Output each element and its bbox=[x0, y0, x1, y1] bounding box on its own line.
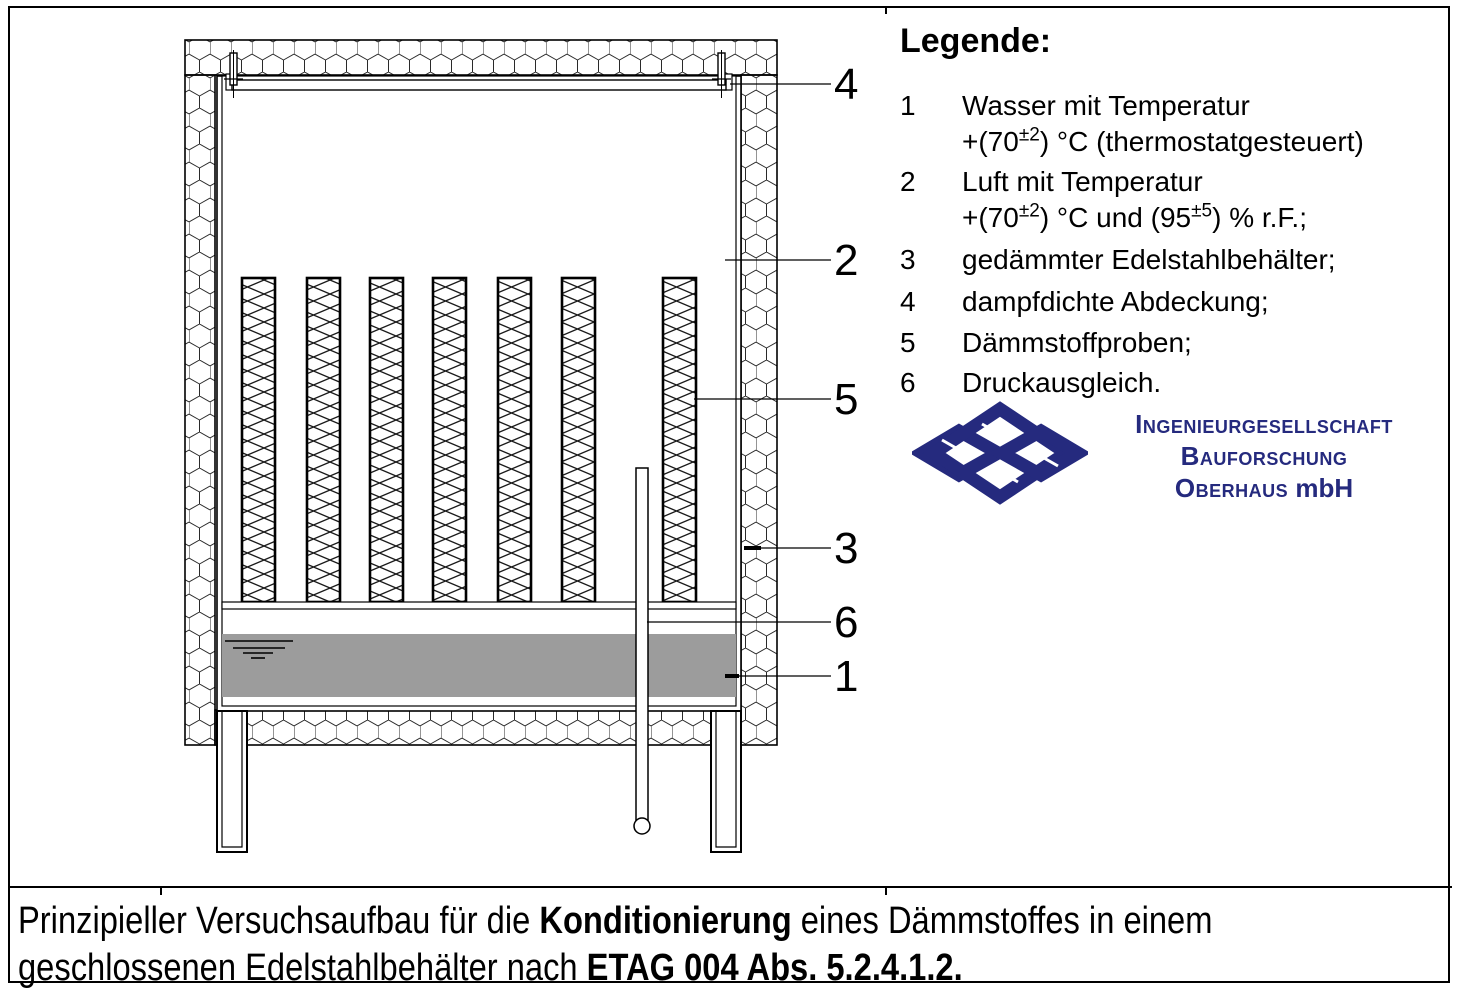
sample-bar bbox=[307, 278, 340, 602]
caption-bold-keyword: Konditionierung bbox=[539, 900, 792, 942]
pressure-tube bbox=[634, 468, 650, 834]
legend-item-number: 4 bbox=[900, 286, 916, 317]
insulation-top bbox=[185, 40, 777, 75]
label-container: 3 bbox=[834, 524, 859, 573]
legend-title: Legende: bbox=[900, 22, 1052, 60]
legend-item-text: dampfdichte Abdeckung; bbox=[962, 286, 1269, 317]
leg-right bbox=[711, 711, 741, 852]
sample-bar bbox=[498, 278, 531, 602]
insulation-left bbox=[185, 75, 215, 745]
leader-tick-container bbox=[744, 546, 761, 550]
company-logo-icon bbox=[912, 400, 1088, 510]
table-column-tick-caption-right bbox=[885, 887, 887, 895]
logo-line-3-suffix: mbH bbox=[1288, 473, 1354, 503]
caption-bold-reference: ETAG 004 Abs. 5.2.4.1.2. bbox=[586, 947, 963, 989]
figure-caption: Prinzipieller Versuchsaufbau für die Konditionierung eines Dämmstoffes in einem geschlossenen Edelstahlbehälter nach ETAG 004 Abs. 5.2.4.1.2. bbox=[18, 900, 1213, 989]
legend-item-number: 5 bbox=[900, 327, 916, 358]
water-bath bbox=[222, 634, 736, 697]
tolerance-superscript: ±2 bbox=[1018, 200, 1040, 222]
table-column-tick-top bbox=[885, 6, 887, 14]
sample-bar bbox=[242, 278, 275, 602]
legend-item-text: gedämmter Edelstahlbehälter; bbox=[962, 244, 1336, 275]
label-pressure: 6 bbox=[834, 598, 859, 647]
leg-left bbox=[217, 711, 247, 852]
legend-item-number: 2 bbox=[900, 166, 916, 197]
logo-line-2: Bauforschung bbox=[1180, 441, 1348, 471]
table-column-tick-caption-left bbox=[160, 887, 162, 895]
legend-item-number: 6 bbox=[900, 367, 916, 398]
company-logo-text bbox=[1088, 408, 1440, 504]
caption-separator bbox=[8, 886, 1452, 888]
part-numbers bbox=[834, 60, 858, 701]
logo-line-1: Ingenieurgesellschaft bbox=[1135, 409, 1393, 439]
insulation-right bbox=[741, 75, 777, 745]
sample-bar bbox=[663, 278, 696, 602]
sample-bar bbox=[370, 278, 403, 602]
tube-outlet bbox=[634, 818, 650, 834]
sample-bar bbox=[433, 278, 466, 602]
sample-shelf bbox=[222, 602, 736, 609]
label-water: 1 bbox=[834, 652, 859, 701]
sample-bar bbox=[562, 278, 595, 602]
leader-tick-water bbox=[725, 674, 739, 678]
legend-item-text: Luft mit Temperatur $+(70^{\pm 2})$ °C und $(95^{\pm 5})$ % r.F.; bbox=[962, 166, 1307, 233]
legend-item-text: Dämmstoffproben; bbox=[962, 327, 1192, 358]
label-samples: 5 bbox=[834, 375, 859, 424]
tolerance-superscript: ±5 bbox=[1191, 200, 1213, 222]
legend-item-text: Druckausgleich. bbox=[962, 367, 1162, 398]
label-cover: 4 bbox=[834, 60, 859, 109]
legend-item-number: 1 bbox=[900, 90, 916, 121]
tolerance-superscript: ±2 bbox=[1018, 124, 1040, 146]
logo-right-loop bbox=[1002, 431, 1078, 475]
legend-item-number: 3 bbox=[900, 244, 916, 275]
label-air: 2 bbox=[834, 236, 859, 285]
logo-line-3: Oberhaus bbox=[1174, 473, 1289, 503]
legend-item-text: Wasser mit Temperatur $+(70^{\pm 2})$ °C (thermostatgesteuert) bbox=[962, 90, 1364, 157]
insulation-bottom bbox=[215, 710, 741, 745]
